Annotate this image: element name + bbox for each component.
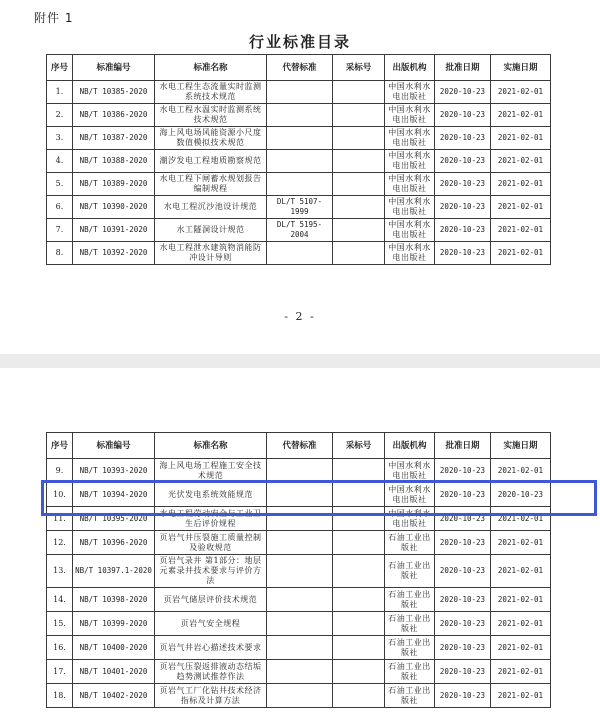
cell-implementation-date: 2021-02-01 xyxy=(491,242,551,265)
cell-standard-code: NB/T 10400-2020 xyxy=(73,636,155,660)
cell-standard-name: 海上风电场风能资源小尺度数值模拟技术规范 xyxy=(155,127,267,150)
cell-number: 14. xyxy=(47,588,73,612)
cell-standard-code: NB/T 10398-2020 xyxy=(73,588,155,612)
cell-standard-code: NB/T 10402-2020 xyxy=(73,684,155,708)
table-row xyxy=(47,127,551,150)
cell-adoption-number xyxy=(333,173,385,196)
page-number: - 2 - xyxy=(284,310,316,323)
cell-replaced-standard xyxy=(267,81,333,104)
cell-standard-code: NB/T 10394-2020 xyxy=(73,483,155,507)
cell-number: 5. xyxy=(47,173,73,196)
cell-approval-date: 2020-10-23 xyxy=(435,507,491,531)
cell-standard-name: 海上风电场工程施工安全技术规范 xyxy=(155,459,267,483)
cell-implementation-date: 2021-02-01 xyxy=(491,219,551,242)
cell-replaced-standard: DL/T 5195-2004 xyxy=(267,219,333,242)
cell-adoption-number xyxy=(333,483,385,507)
cell-adoption-number xyxy=(333,150,385,173)
cell-publisher: 中国水利水电出版社 xyxy=(385,459,435,483)
cell-standard-code: NB/T 10401-2020 xyxy=(73,660,155,684)
cell-standard-code: NB/T 10396-2020 xyxy=(73,531,155,555)
table-row xyxy=(47,555,551,588)
cell-standard-code: NB/T 10386-2020 xyxy=(73,104,155,127)
cell-number: 1. xyxy=(47,81,73,104)
column-header: 批准日期 xyxy=(435,433,491,459)
cell-standard-name: 潮汐发电工程地质勘察规范 xyxy=(155,150,267,173)
cell-replaced-standard xyxy=(267,459,333,483)
cell-replaced-standard xyxy=(267,483,333,507)
cell-implementation-date: 2020-10-23 xyxy=(491,483,551,507)
cell-replaced-standard xyxy=(267,507,333,531)
cell-approval-date: 2020-10-23 xyxy=(435,219,491,242)
cell-number: 7. xyxy=(47,219,73,242)
table-row xyxy=(47,612,551,636)
cell-adoption-number xyxy=(333,104,385,127)
cell-approval-date: 2020-10-23 xyxy=(435,588,491,612)
cell-publisher: 中国水利水电出版社 xyxy=(385,81,435,104)
column-header: 代替标准 xyxy=(267,55,333,81)
cell-adoption-number xyxy=(333,555,385,588)
cell-standard-name: 水工隧洞设计规范 xyxy=(155,219,267,242)
attachment-label: 附件 1 xyxy=(34,11,74,25)
cell-standard-name: 页岩气井压裂施工质量控制及验收规范 xyxy=(155,531,267,555)
cell-replaced-standard xyxy=(267,150,333,173)
table-row xyxy=(47,660,551,684)
cell-approval-date: 2020-10-23 xyxy=(435,612,491,636)
cell-standard-name: 水电工程水温实时监测系统技术规范 xyxy=(155,104,267,127)
column-header: 采标号 xyxy=(333,55,385,81)
table-row xyxy=(47,219,551,242)
cell-adoption-number xyxy=(333,242,385,265)
cell-standard-name: 水电工程泄水建筑物消能防冲设计导则 xyxy=(155,242,267,265)
cell-publisher: 中国水利水电出版社 xyxy=(385,219,435,242)
cell-number: 9. xyxy=(47,459,73,483)
table-header-row xyxy=(47,433,551,459)
cell-standard-code: NB/T 10393-2020 xyxy=(73,459,155,483)
document-title: 行业标准目录 xyxy=(248,33,351,51)
column-header: 实施日期 xyxy=(491,433,551,459)
column-header: 实施日期 xyxy=(491,55,551,81)
cell-standard-code: NB/T 10385-2020 xyxy=(73,81,155,104)
cell-number: 10. xyxy=(47,483,73,507)
cell-number: 17. xyxy=(47,660,73,684)
cell-standard-code: NB/T 10392-2020 xyxy=(73,242,155,265)
cell-implementation-date: 2021-02-01 xyxy=(491,531,551,555)
cell-replaced-standard xyxy=(267,555,333,588)
standards-table-page-2 xyxy=(46,432,551,708)
cell-approval-date: 2020-10-23 xyxy=(435,104,491,127)
cell-publisher: 中国水利水电出版社 xyxy=(385,242,435,265)
cell-implementation-date: 2021-02-01 xyxy=(491,660,551,684)
column-header: 代替标准 xyxy=(267,433,333,459)
cell-approval-date: 2020-10-23 xyxy=(435,636,491,660)
cell-standard-code: NB/T 10399-2020 xyxy=(73,612,155,636)
cell-replaced-standard: DL/T 5107-1999 xyxy=(267,196,333,219)
cell-publisher: 石油工业出版社 xyxy=(385,636,435,660)
column-header: 标准名称 xyxy=(155,433,267,459)
cell-adoption-number xyxy=(333,531,385,555)
cell-adoption-number xyxy=(333,684,385,708)
cell-publisher: 石油工业出版社 xyxy=(385,612,435,636)
cell-publisher: 中国水利水电出版社 xyxy=(385,150,435,173)
cell-standard-name: 页岩气安全规程 xyxy=(155,612,267,636)
cell-number: 13. xyxy=(47,555,73,588)
column-header: 标准编号 xyxy=(73,433,155,459)
cell-publisher: 石油工业出版社 xyxy=(385,660,435,684)
cell-adoption-number xyxy=(333,127,385,150)
cell-number: 16. xyxy=(47,636,73,660)
cell-number: 2. xyxy=(47,104,73,127)
cell-standard-name: 水电工程劳动安全与工业卫生后评价规程 xyxy=(155,507,267,531)
cell-implementation-date: 2021-02-01 xyxy=(491,150,551,173)
table-row xyxy=(47,173,551,196)
column-header: 序号 xyxy=(47,55,73,81)
cell-approval-date: 2020-10-23 xyxy=(435,150,491,173)
cell-publisher: 中国水利水电出版社 xyxy=(385,127,435,150)
cell-replaced-standard xyxy=(267,127,333,150)
column-header: 标准名称 xyxy=(155,55,267,81)
cell-standard-code: NB/T 10389-2020 xyxy=(73,173,155,196)
cell-adoption-number xyxy=(333,612,385,636)
cell-implementation-date: 2021-02-01 xyxy=(491,636,551,660)
cell-adoption-number xyxy=(333,507,385,531)
cell-approval-date: 2020-10-23 xyxy=(435,531,491,555)
cell-standard-name: 光伏发电系统效能规范 xyxy=(155,483,267,507)
cell-standard-code: NB/T 10397.1-2020 xyxy=(73,555,155,588)
column-header: 出版机构 xyxy=(385,55,435,81)
cell-number: 15. xyxy=(47,612,73,636)
cell-implementation-date: 2021-02-01 xyxy=(491,612,551,636)
cell-approval-date: 2020-10-23 xyxy=(435,173,491,196)
table-row xyxy=(47,459,551,483)
cell-number: 3. xyxy=(47,127,73,150)
cell-publisher: 石油工业出版社 xyxy=(385,555,435,588)
column-header: 批准日期 xyxy=(435,55,491,81)
cell-approval-date: 2020-10-23 xyxy=(435,127,491,150)
table-row xyxy=(47,196,551,219)
cell-number: 8. xyxy=(47,242,73,265)
cell-approval-date: 2020-10-23 xyxy=(435,483,491,507)
cell-publisher: 中国水利水电出版社 xyxy=(385,196,435,219)
cell-adoption-number xyxy=(333,459,385,483)
cell-replaced-standard xyxy=(267,660,333,684)
cell-standard-code: NB/T 10387-2020 xyxy=(73,127,155,150)
cell-implementation-date: 2021-02-01 xyxy=(491,196,551,219)
cell-standard-code: NB/T 10391-2020 xyxy=(73,219,155,242)
column-header: 出版机构 xyxy=(385,433,435,459)
cell-standard-name: 页岩气录井 第1部分：地层元素录井技术要求与评价方法 xyxy=(155,555,267,588)
cell-approval-date: 2020-10-23 xyxy=(435,196,491,219)
table-header-row xyxy=(47,55,551,81)
cell-publisher: 石油工业出版社 xyxy=(385,684,435,708)
cell-replaced-standard xyxy=(267,531,333,555)
standards-table-page-1 xyxy=(46,54,551,265)
table-row xyxy=(47,483,551,507)
cell-implementation-date: 2021-02-01 xyxy=(491,173,551,196)
cell-approval-date: 2020-10-23 xyxy=(435,684,491,708)
cell-standard-code: NB/T 10395-2020 xyxy=(73,507,155,531)
cell-publisher: 中国水利水电出版社 xyxy=(385,507,435,531)
cell-adoption-number xyxy=(333,196,385,219)
cell-approval-date: 2020-10-23 xyxy=(435,660,491,684)
cell-adoption-number xyxy=(333,81,385,104)
table-row xyxy=(47,531,551,555)
column-header: 标准编号 xyxy=(73,55,155,81)
table-row xyxy=(47,636,551,660)
table-row xyxy=(47,81,551,104)
cell-publisher: 中国水利水电出版社 xyxy=(385,173,435,196)
cell-implementation-date: 2021-02-01 xyxy=(491,555,551,588)
cell-replaced-standard xyxy=(267,636,333,660)
cell-number: 11. xyxy=(47,507,73,531)
cell-approval-date: 2020-10-23 xyxy=(435,242,491,265)
cell-implementation-date: 2021-02-01 xyxy=(491,81,551,104)
cell-number: 12. xyxy=(47,531,73,555)
cell-implementation-date: 2021-02-01 xyxy=(491,127,551,150)
cell-standard-name: 页岩气井岩心描述技术要求 xyxy=(155,636,267,660)
table-row xyxy=(47,104,551,127)
cell-number: 6. xyxy=(47,196,73,219)
cell-replaced-standard xyxy=(267,104,333,127)
cell-replaced-standard xyxy=(267,612,333,636)
cell-adoption-number xyxy=(333,588,385,612)
cell-adoption-number xyxy=(333,660,385,684)
cell-publisher: 石油工业出版社 xyxy=(385,531,435,555)
cell-standard-code: NB/T 10390-2020 xyxy=(73,196,155,219)
cell-standard-name: 水电工程沉沙池设计规范 xyxy=(155,196,267,219)
cell-approval-date: 2020-10-23 xyxy=(435,555,491,588)
cell-replaced-standard xyxy=(267,588,333,612)
cell-publisher: 石油工业出版社 xyxy=(385,588,435,612)
table-row xyxy=(47,684,551,708)
cell-standard-name: 水电工程下闸蓄水规划报告编制规程 xyxy=(155,173,267,196)
document-page-2 xyxy=(0,368,600,728)
document-page-1 xyxy=(0,0,600,354)
cell-implementation-date: 2021-02-01 xyxy=(491,684,551,708)
cell-approval-date: 2020-10-23 xyxy=(435,459,491,483)
table-row xyxy=(47,588,551,612)
cell-number: 4. xyxy=(47,150,73,173)
column-header: 序号 xyxy=(47,433,73,459)
cell-approval-date: 2020-10-23 xyxy=(435,81,491,104)
cell-standard-name: 水电工程生态流量实时监测系统技术规范 xyxy=(155,81,267,104)
cell-implementation-date: 2021-02-01 xyxy=(491,459,551,483)
cell-replaced-standard xyxy=(267,684,333,708)
cell-replaced-standard xyxy=(267,242,333,265)
cell-standard-code: NB/T 10388-2020 xyxy=(73,150,155,173)
cell-implementation-date: 2021-02-01 xyxy=(491,507,551,531)
table-row xyxy=(47,242,551,265)
table-row xyxy=(47,150,551,173)
cell-adoption-number xyxy=(333,219,385,242)
cell-adoption-number xyxy=(333,636,385,660)
cell-replaced-standard xyxy=(267,173,333,196)
cell-implementation-date: 2021-02-01 xyxy=(491,588,551,612)
cell-publisher: 中国水利水电出版社 xyxy=(385,104,435,127)
table-row xyxy=(47,507,551,531)
column-header: 采标号 xyxy=(333,433,385,459)
cell-standard-name: 页岩气压裂返排液动态结垢趋势测试推荐作法 xyxy=(155,660,267,684)
cell-implementation-date: 2021-02-01 xyxy=(491,104,551,127)
cell-number: 18. xyxy=(47,684,73,708)
cell-publisher: 中国水利水电出版社 xyxy=(385,483,435,507)
cell-standard-name: 页岩气储层评价技术规范 xyxy=(155,588,267,612)
cell-standard-name: 页岩气工厂化钻井技术经济指标及计算方法 xyxy=(155,684,267,708)
